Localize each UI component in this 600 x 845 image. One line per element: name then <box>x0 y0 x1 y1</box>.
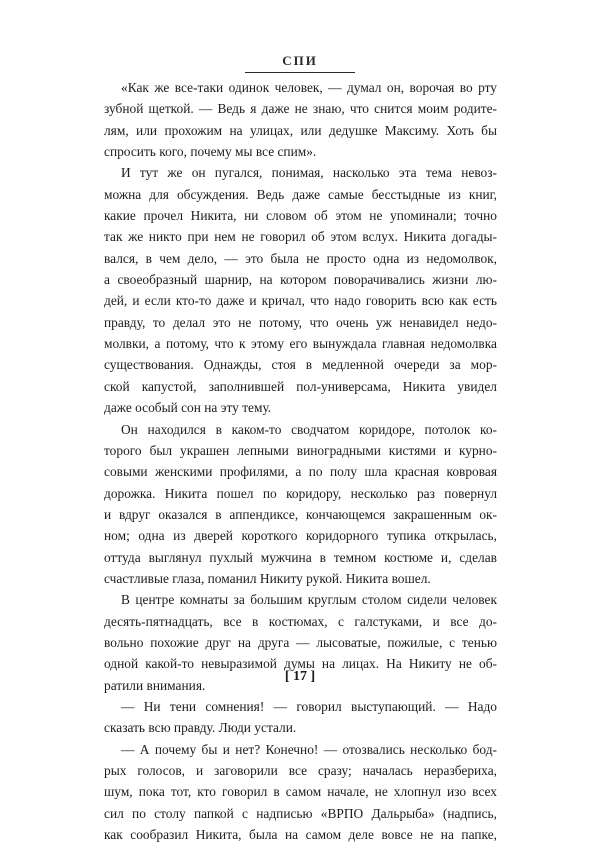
text-line: сил по столу папкой с надписью «ВРПО Дальрыба» (надпись, <box>104 805 497 821</box>
text-line: одной какой-то невыразимой думы на лицах. На Никиту не об- <box>104 656 497 672</box>
text-line: В центре комнаты за большим круглым столом сидели человек <box>121 592 497 608</box>
text-line: и вдруг оказался в аппендиксе, кончающемся закрашенным ок- <box>104 506 497 522</box>
paragraph <box>104 77 497 162</box>
text-line: шум, пока тот, кто говорил в самом начале, не хлопнул изо всех <box>104 784 497 800</box>
paragraph <box>104 162 497 418</box>
text-line: как сообразил Никита, была на самом деле вовсе не на папке, <box>104 827 497 843</box>
text-line: какие прочел Никита, ни словом об этом не упоминали; точно <box>104 208 497 224</box>
text-line: совыми женскими профилями, а по полу шла красная ковровая <box>104 464 497 480</box>
text-line: Он находился в каком-то сводчатом коридоре, потолок ко- <box>121 421 497 437</box>
header-rule <box>245 72 355 73</box>
page-number: [ 17 ] <box>284 669 316 684</box>
paragraph <box>104 739 497 845</box>
text-line: «Как же все-таки одинок человек, — думал он, ворочая во рту <box>121 80 497 95</box>
text-line: ном; одна из дверей короткого коридорного тупика открылась, <box>104 528 497 544</box>
paragraph <box>104 419 497 590</box>
text-line: зубной щеткой. — Ведь я даже не знаю, что снится моим родите- <box>104 101 497 117</box>
running-title: СПИ <box>282 53 318 68</box>
text-line: сказать всю правду. Люди устали. <box>104 720 297 736</box>
text-line: ратили внимания. <box>104 677 206 693</box>
text-line: спросить кого, почему мы все спим». <box>104 144 317 160</box>
text-line: рых голосов, и заговорили все сразу; началась неразбериха, <box>104 763 497 778</box>
text-line: можна для обсуждения. Ведь даже самые бесстыдные из книг, <box>104 186 497 202</box>
text-line: лям, или прохожим на улицах, или дедушке Максиму. Хоть бы <box>104 122 497 138</box>
text-line: счастливые глаза, поманил Никиту рукой. Никита вошел. <box>104 570 431 586</box>
text-line: вольно похожие друг на друга — лысоватые, пожилые, с тенью <box>104 634 497 650</box>
text-line: так же никто при нем не говорил об этом вслух. Никита догады- <box>104 229 497 245</box>
text-line: существования. Однажды, стоя в медленной очереди за мор- <box>104 357 497 373</box>
text-line: десять-пятнадцать, все в костюмах, с галстуками, и все до- <box>104 613 497 629</box>
paragraph <box>104 696 497 739</box>
text-line: а своеобразный шарнир, на котором поворачивались жизни лю- <box>104 272 497 288</box>
text-line: И тут же он пугался, понимая, насколько эта тема невоз- <box>121 165 497 181</box>
text-line: правду, то делал это не потому, что очень уж ненавидел недо- <box>104 314 497 330</box>
text-line: ской капустой, заполнившей пол-универсама, Никита увидел <box>104 378 497 394</box>
text-line: вался, в чем дело, — это была не просто одна из недомолвок, <box>104 250 497 266</box>
body-text <box>104 77 497 845</box>
text-line: молвки, а потому, что к этому его вынуждала главная недомолвка <box>104 336 497 352</box>
text-line: дорожка. Никита пошел по коридору, несколько раз повернул <box>104 485 497 501</box>
text-line: — А почему бы и нет? Конечно! — отозвались несколько бод- <box>121 741 497 757</box>
text-line: даже особый сон на эту тему. <box>104 400 272 416</box>
text-line: оттуда выглянул пухлый мужчина в темном костюме и, сделав <box>104 549 497 565</box>
text-line: — Ни тени сомнения! — говорил выступающий. — Надо <box>121 698 497 714</box>
text-line: торого был украшен лепными виноградными кистями и курно- <box>104 442 497 458</box>
text-line: дей, и если кто-то даже и кричал, что надо говорить всю как есть <box>104 293 497 309</box>
